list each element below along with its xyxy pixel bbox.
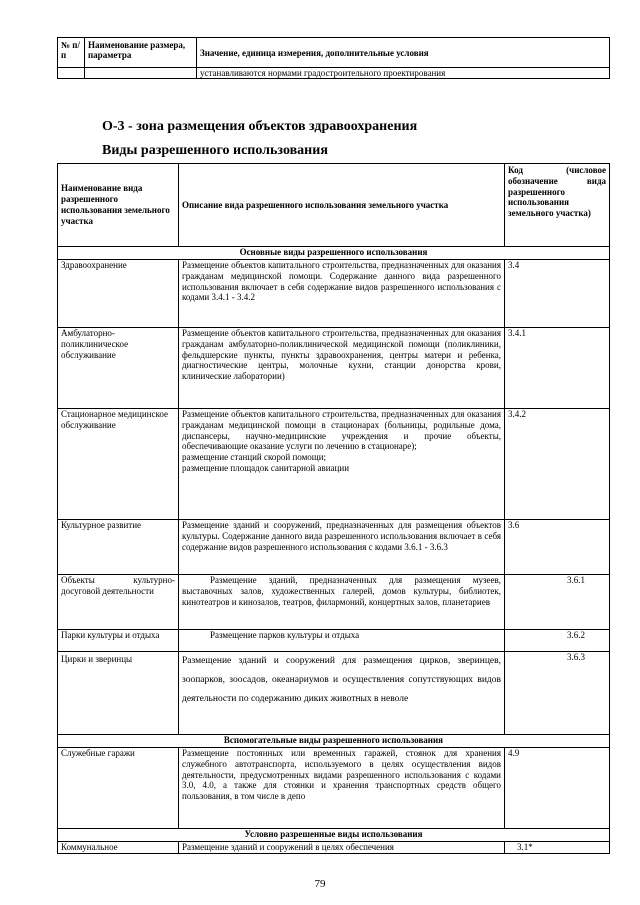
table-row <box>58 68 610 79</box>
use-description: Размещение парков культуры и отдыха <box>179 630 505 652</box>
table-row <box>58 842 610 854</box>
use-name: Цирки и зверинцы <box>58 652 179 735</box>
table-row <box>58 328 610 409</box>
section-heading: Условно разрешенные виды использования <box>58 829 610 842</box>
table-cell <box>85 68 197 79</box>
use-description: Размещение зданий и сооружений, предназначенных для размещения объектов культуры. Содержание данного вида разрешенного использования включает в себя содержание видов разрешенного использования с кодами 3.6.1 - 3.6.3 <box>179 520 505 575</box>
page-number: 79 <box>314 878 326 890</box>
section-heading: Вспомогательные виды разрешенного использования <box>58 735 610 748</box>
use-code: 3.6 <box>505 520 610 575</box>
use-code: 3.4 <box>505 260 610 328</box>
col-header-value: Значение, единица измерения, дополнительные условия <box>197 38 610 68</box>
table-row <box>58 520 610 575</box>
section-heading: Основные виды разрешенного использования <box>58 247 610 260</box>
use-name: Парки культуры и отдыха <box>58 630 179 652</box>
use-description-line: размещение площадок санитарной авиации <box>182 462 350 473</box>
col-header-number: № п/п <box>58 38 85 68</box>
col-header-use-name: Наименование вида разрешенного использования земельного участка <box>58 164 179 247</box>
use-description: Размещение объектов капитального строительства, предназначенных для оказания гражданам амбулаторно-поликлинической медицинской помощи (поликлиники, фельдшерские пункты, пункты здравоохранения, центры матери и ребенка, диагностические центры, молочные кухни, станции донорства крови, клинические лаборатории) <box>179 328 505 409</box>
section-row-auxiliary <box>58 735 610 748</box>
zone-title: О-3 - зона размещения объектов здравоохранения <box>102 119 418 134</box>
use-name: Объекты культурно-досуговой деятельности <box>58 575 179 630</box>
use-code: 3.4.1 <box>505 328 610 409</box>
use-code: 3.6.3 <box>505 652 610 735</box>
permitted-uses-table <box>57 163 610 854</box>
parameters-table <box>57 37 610 79</box>
use-description: Размещение объектов капитального строительства, предназначенных для оказания гражданам медицинской помощи. Содержание данного вида разрешенного использования включает в себя содержание видов разрешенного использования с кодами 3.4.1 - 3.4.2 <box>179 260 505 328</box>
use-name: Культурное развитие <box>58 520 179 575</box>
table-header-row <box>58 164 610 247</box>
table-row <box>58 575 610 630</box>
use-name: Стационарное медицинское обслуживание <box>58 409 179 520</box>
use-code: 3.4.2 <box>505 409 610 520</box>
section-row-conditional <box>58 829 610 842</box>
table-row <box>58 748 610 829</box>
use-code: 4.9 <box>505 748 610 829</box>
table-row <box>58 652 610 735</box>
table-row <box>58 260 610 328</box>
use-description: Размещение зданий и сооружений в целях обеспечения <box>179 842 505 854</box>
parameters-header-row <box>58 38 610 68</box>
use-name: Амбулаторно-поликлиническое обслуживание <box>58 328 179 409</box>
col-header-parameter: Наименование размера, параметра <box>85 38 197 68</box>
use-description: Размещение зданий и сооружений для размещения цирков, зверинцев, зоопарков, зоосадов, океанариумов и осуществления сопутствующих видов деятельности по содержанию диких животных в неволе <box>179 652 505 735</box>
use-code: 3.1* <box>505 842 610 854</box>
use-description: Размещение постоянных или временных гаражей, стоянок для хранения служебного автотранспорта, используемого в целях осуществления видов деятельности, предусмотренных видами разрешенного использования с кодами 3.0, 4.0, а также для стоянки и хранения транспортных средств общего пользования, в том числе в депо <box>179 748 505 829</box>
table-row <box>58 409 610 520</box>
table-row <box>58 630 610 652</box>
col-header-description: Описание вида разрешенного использования земельного участка <box>179 164 505 247</box>
use-description-line: размещение станций скорой помощи; <box>182 452 327 463</box>
use-description-cell <box>179 409 505 520</box>
use-description: Размещение зданий, предназначенных для размещения музеев, выставочных залов, художественных галерей, домов культуры, библиотек, кинотеатров и кинозалов, театров, филармоний, концертных залов, планетариев <box>179 575 505 630</box>
use-code: 3.6.2 <box>505 630 610 652</box>
table-cell <box>58 68 85 79</box>
use-name: Коммунальное <box>58 842 179 854</box>
use-name: Здравоохранение <box>58 260 179 328</box>
section-title: Виды разрешенного использования <box>102 143 328 158</box>
use-name: Служебные гаражи <box>58 748 179 829</box>
use-code: 3.6.1 <box>505 575 610 630</box>
parameter-value: устанавливаются нормами градостроительного проектирования <box>197 68 610 79</box>
use-description: Размещение объектов капитального строительства, предназначенных для оказания гражданам медицинской помощи в стационарах (больницы, родильные дома, диспансеры, научно-медицинские учреждения и прочие объекты, обеспечивающие оказание услуги по лечению в стационаре); <box>182 409 501 452</box>
section-row-main <box>58 247 610 260</box>
col-header-code: Код (числовое обозначение вида разрешенного использования земельного участка) <box>505 164 610 247</box>
